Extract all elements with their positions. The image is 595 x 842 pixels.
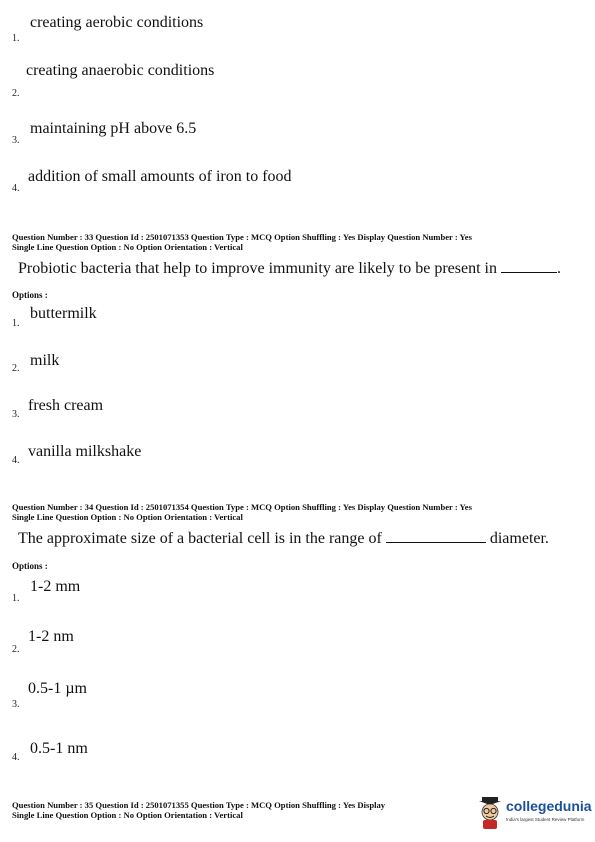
question-meta-line: Single Line Question Option : No Option Orientation : Vertical xyxy=(12,809,243,820)
question-meta-line: Question Number : 35 Question Id : 2501071355 Question Type : MCQ Option Shuffling : Yes Display xyxy=(12,800,386,810)
options-label: Options : xyxy=(12,561,48,571)
option-text: creating aerobic conditions xyxy=(30,14,204,31)
collegedunia-logo xyxy=(476,796,591,832)
mascot-icon xyxy=(476,796,504,830)
option-number: 4. xyxy=(12,183,20,194)
option-text: 1-2 mm xyxy=(30,578,81,595)
question-meta-line: Single Line Question Option : No Option Orientation : Vertical xyxy=(12,511,243,522)
option-text: milk xyxy=(30,352,60,369)
answer-blank xyxy=(386,541,486,543)
question-stem: The approximate size of a bacterial cell is in the range of xyxy=(18,530,382,547)
options-label: Options : xyxy=(12,290,48,300)
answer-blank xyxy=(501,271,557,273)
question-meta-line: Question Number : 33 Question Id : 2501071353 Question Type : MCQ Option Shuffling : Yes Display Question Number : Yes xyxy=(12,232,472,242)
question-meta-line: Single Line Question Option : No Option Orientation : Vertical xyxy=(12,241,243,252)
option-text: fresh cream xyxy=(28,397,104,414)
question-stem: Probiotic bacteria that help to improve immunity are likely to be present in xyxy=(18,260,497,277)
question-stem-end: diameter. xyxy=(489,530,549,547)
question-text xyxy=(18,260,561,278)
option-number: 1. xyxy=(12,593,20,604)
question-35-meta xyxy=(12,801,385,820)
option-text: buttermilk xyxy=(30,305,97,322)
option-number: 3. xyxy=(12,409,20,420)
option-text: 0.5-1 µm xyxy=(28,680,87,697)
option-text: addition of small amounts of iron to food xyxy=(28,168,292,185)
question-stem-end: . xyxy=(556,260,561,277)
option-text: vanilla milkshake xyxy=(28,443,142,460)
question-meta-line: Question Number : 34 Question Id : 2501071354 Question Type : MCQ Option Shuffling : Yes Display Question Number : Yes xyxy=(12,502,472,512)
logo-wordmark: collegedunia xyxy=(506,798,592,814)
option-text: 0.5-1 nm xyxy=(30,740,88,757)
option-number: 3. xyxy=(12,699,20,710)
option-number: 1. xyxy=(12,318,20,329)
option-number: 4. xyxy=(12,455,20,466)
option-text: 1-2 nm xyxy=(28,628,74,645)
option-number: 1. xyxy=(12,33,20,44)
option-number: 2. xyxy=(12,363,20,374)
question-meta xyxy=(12,233,472,252)
option-number: 2. xyxy=(12,644,20,655)
option-number: 3. xyxy=(12,135,20,146)
logo-tagline: India's largest Student Review Platform xyxy=(506,817,585,822)
option-number: 4. xyxy=(12,752,20,763)
option-number: 2. xyxy=(12,88,20,99)
question-text xyxy=(18,530,549,548)
option-text: creating anaerobic conditions xyxy=(26,62,215,79)
option-text: maintaining pH above 6.5 xyxy=(30,120,197,137)
question-meta xyxy=(12,503,472,522)
